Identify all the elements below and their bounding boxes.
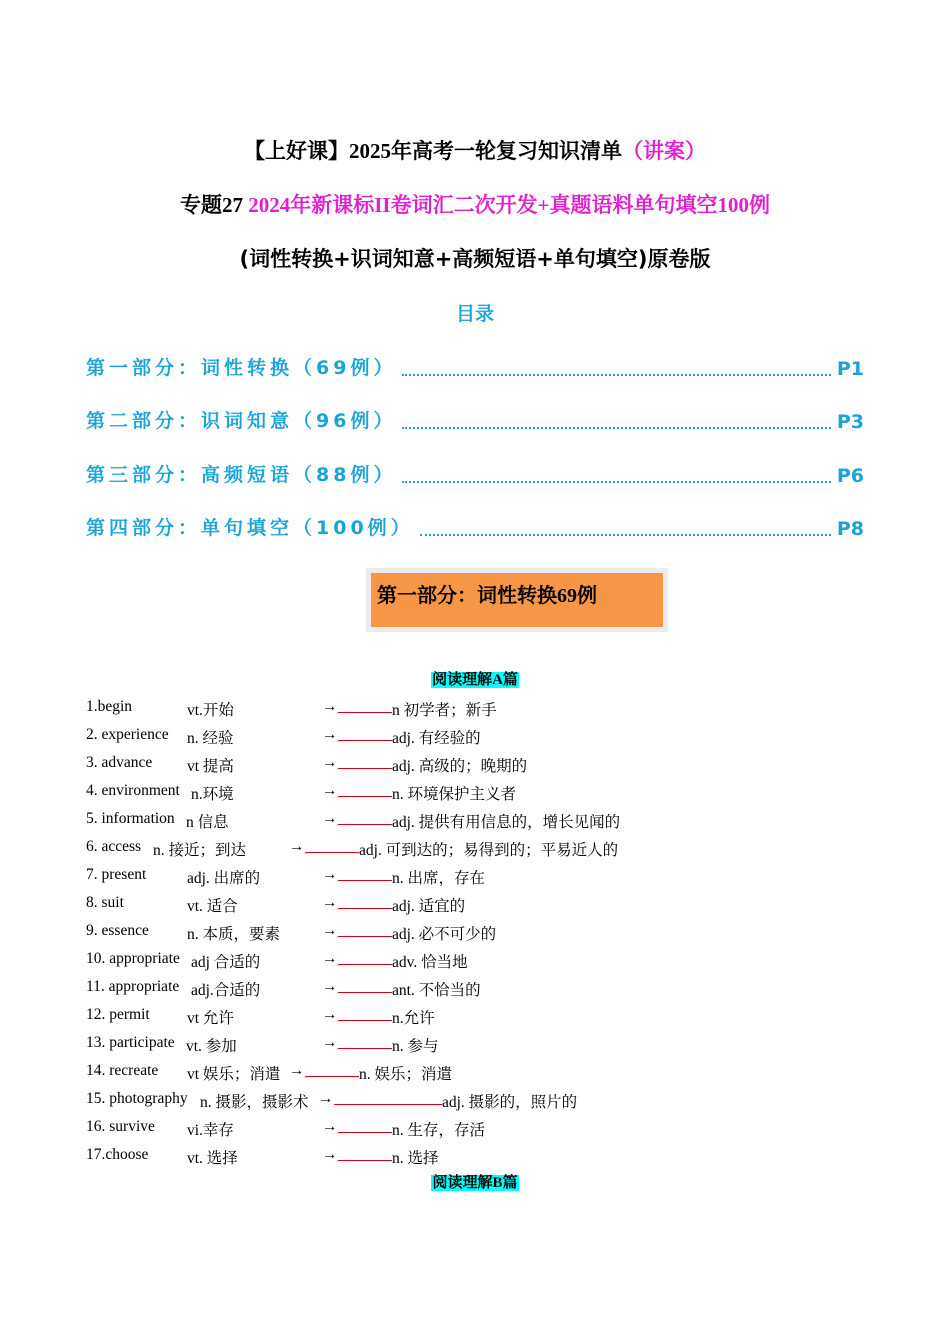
vocab-target: n. 娱乐；消遣 <box>359 1066 453 1083</box>
vocab-row <box>86 894 786 914</box>
vocab-word: 1.begin <box>86 698 133 715</box>
document-title-line1 <box>0 135 950 165</box>
answer-blank[interactable] <box>338 866 392 881</box>
arrow-icon: → <box>318 1090 334 1107</box>
answer-blank[interactable] <box>338 922 392 937</box>
arrow-icon: → <box>322 810 338 827</box>
vocab-word: 5. information <box>86 810 175 827</box>
toc-item-page: P1 <box>836 358 864 380</box>
vocab-target: adj. 可到达的；易得到的；平易近人的 <box>359 842 619 859</box>
vocab-meaning: adj 合适的 <box>191 954 261 971</box>
section-title-box <box>366 568 668 632</box>
answer-blank[interactable] <box>338 1034 392 1049</box>
answer-blank[interactable] <box>338 1006 392 1021</box>
vocab-meaning: n. 本质，要素 <box>187 926 281 943</box>
subhead-reading-b-text: 阅读理解B篇 <box>432 1175 518 1191</box>
title-line2-prefix: 专题27 <box>179 193 249 217</box>
vocab-target: ant. 不恰当的 <box>392 982 481 999</box>
vocab-target: n. 出席，存在 <box>392 870 486 887</box>
vocab-meaning: vt 娱乐；消遣 <box>187 1066 281 1083</box>
vocab-row <box>86 1118 786 1138</box>
arrow-icon: → <box>289 838 305 855</box>
arrow-icon: → <box>322 1146 338 1163</box>
vocab-row <box>86 978 786 998</box>
toc-item-page: P3 <box>836 411 864 433</box>
toc-item-part2[interactable] <box>86 405 864 433</box>
vocab-row <box>86 810 786 830</box>
vocab-row <box>86 726 786 746</box>
vocab-target: n. 环境保护主义者 <box>392 786 517 803</box>
vocab-word: 14. recreate <box>86 1062 159 1079</box>
answer-blank[interactable] <box>338 894 392 909</box>
vocab-word: 16. survive <box>86 1118 155 1135</box>
vocab-row <box>86 1006 786 1026</box>
vocab-word: 13. participate <box>86 1034 175 1051</box>
vocab-meaning: vi.幸存 <box>187 1122 234 1139</box>
document-title-line3: (词性转换+识词知意+高频短语+单句填空)原卷版 <box>239 247 711 271</box>
vocab-row <box>86 782 786 802</box>
vocab-word: 12. permit <box>86 1006 150 1023</box>
answer-blank[interactable] <box>338 698 392 713</box>
vocab-row <box>86 698 786 718</box>
vocab-target: adj. 提供有用信息的，增长见闻的 <box>392 814 621 831</box>
arrow-icon: → <box>322 950 338 967</box>
vocab-meaning: vt 提高 <box>187 758 234 775</box>
arrow-icon: → <box>322 1118 338 1135</box>
toc-item-page: P8 <box>836 518 864 540</box>
title-line1-text: 【上好课】2025年高考一轮复习知识清单 <box>244 139 622 163</box>
vocab-word: 7. present <box>86 866 147 883</box>
answer-blank[interactable] <box>338 726 392 741</box>
arrow-icon: → <box>322 698 338 715</box>
arrow-icon: → <box>322 726 338 743</box>
subhead-reading-a-text: 阅读理解A篇 <box>432 672 518 688</box>
vocab-target: adj. 有经验的 <box>392 730 481 747</box>
vocab-target: adj. 必不可少的 <box>392 926 497 943</box>
vocab-meaning: adj.合适的 <box>191 982 261 999</box>
section-title: 第一部分：词性转换69例 <box>371 573 663 627</box>
answer-blank[interactable] <box>338 978 392 993</box>
vocab-target: adv. 恰当地 <box>392 954 468 971</box>
answer-blank[interactable] <box>338 782 392 797</box>
vocab-row <box>86 1034 786 1054</box>
toc-leader <box>420 533 831 536</box>
toc-item-label: 第四部分：单句填空（100例） <box>86 517 414 539</box>
vocab-row <box>86 922 786 942</box>
vocab-meaning: n.环境 <box>191 786 234 803</box>
vocab-meaning: adj. 出席的 <box>187 870 261 887</box>
vocab-meaning: vt 允许 <box>187 1010 234 1027</box>
vocab-target: n 初学者；新手 <box>392 702 497 719</box>
vocab-row <box>86 1146 786 1166</box>
vocab-word: 10. appropriate <box>86 950 180 967</box>
vocab-word: 2. experience <box>86 726 169 743</box>
vocab-word: 8. suit <box>86 894 124 911</box>
vocab-meaning: vt. 参加 <box>186 1038 237 1055</box>
vocab-target: adj. 高级的；晚期的 <box>392 758 528 775</box>
arrow-icon: → <box>322 782 338 799</box>
arrow-icon: → <box>322 866 338 883</box>
answer-blank[interactable] <box>334 1090 442 1105</box>
vocab-target: n. 选择 <box>392 1150 439 1167</box>
vocab-target: n. 生存，存活 <box>392 1122 486 1139</box>
vocab-word: 4. environment <box>86 782 180 799</box>
vocab-meaning: vt.开始 <box>187 702 234 719</box>
answer-blank[interactable] <box>305 1062 359 1077</box>
vocab-meaning: n. 接近；到达 <box>153 842 247 859</box>
vocab-word: 17.choose <box>86 1146 149 1163</box>
answer-blank[interactable] <box>338 754 392 769</box>
answer-blank[interactable] <box>338 950 392 965</box>
vocab-word: 11. appropriate <box>86 978 180 995</box>
arrow-icon: → <box>322 1006 338 1023</box>
vocab-target: n.允许 <box>392 1010 435 1027</box>
title-line2-colored: 2024年新课标II卷词汇二次开发+真题语料单句填空100例 <box>248 193 771 217</box>
vocab-word: 3. advance <box>86 754 153 771</box>
vocab-row <box>86 866 786 886</box>
toc-leader <box>402 480 830 483</box>
toc-item-label: 第一部分：词性转换（69例） <box>86 357 397 379</box>
toc-item-page: P6 <box>836 465 864 487</box>
vocab-word: 6. access <box>86 838 142 855</box>
vocab-target: n. 参与 <box>392 1038 439 1055</box>
toc-leader <box>402 373 830 376</box>
document-title-line2 <box>0 189 950 219</box>
vocab-target: adj. 适宜的 <box>392 898 466 915</box>
arrow-icon: → <box>289 1062 305 1079</box>
vocab-row <box>86 1090 786 1110</box>
vocab-word: 15. photography <box>86 1090 188 1107</box>
vocab-target: adj. 摄影的，照片的 <box>442 1094 578 1111</box>
vocab-meaning: n. 经验 <box>187 730 234 747</box>
vocab-meaning: n 信息 <box>186 814 229 831</box>
answer-blank[interactable] <box>338 1118 392 1133</box>
answer-blank[interactable] <box>305 838 359 853</box>
toc-heading: 目录 <box>455 303 494 325</box>
subhead-reading-b <box>0 1171 950 1192</box>
vocab-row <box>86 1062 786 1082</box>
vocab-meaning: n. 摄影，摄影术 <box>200 1094 309 1111</box>
answer-blank[interactable] <box>338 810 392 825</box>
vocab-meaning: vt. 选择 <box>187 1150 238 1167</box>
arrow-icon: → <box>322 978 338 995</box>
arrow-icon: → <box>322 1034 338 1051</box>
vocab-word: 9. essence <box>86 922 149 939</box>
vocab-row <box>86 754 786 774</box>
arrow-icon: → <box>322 754 338 771</box>
arrow-icon: → <box>322 922 338 939</box>
toc-item-label: 第三部分：高频短语（88例） <box>86 464 397 486</box>
vocab-row <box>86 838 786 858</box>
toc-item-part1[interactable] <box>86 352 864 380</box>
toc-leader <box>402 426 830 429</box>
toc-item-part3[interactable] <box>86 459 864 487</box>
toc-item-label: 第二部分：识词知意（96例） <box>86 410 397 432</box>
arrow-icon: → <box>322 894 338 911</box>
vocab-row <box>86 950 786 970</box>
answer-blank[interactable] <box>338 1146 392 1161</box>
title-line1-suffix: （讲案） <box>622 139 706 163</box>
subhead-reading-a <box>0 668 950 689</box>
toc-item-part4[interactable] <box>86 512 864 540</box>
vocab-meaning: vt. 适合 <box>187 898 238 915</box>
